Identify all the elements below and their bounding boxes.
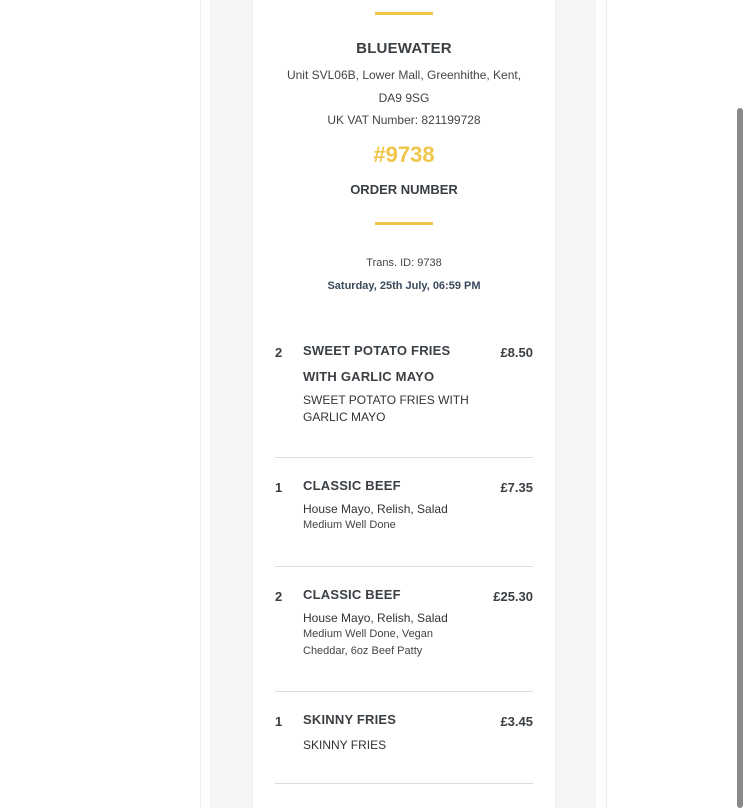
item-price: £3.45 bbox=[500, 714, 533, 729]
item-name: SWEET POTATO FRIES WITH GARLIC MAYO bbox=[303, 343, 451, 384]
item-quantity: 2 bbox=[275, 589, 283, 604]
transaction-id: Trans. ID: 9738 bbox=[366, 257, 442, 269]
store-address: Unit SVL06B, Lower Mall, Greenhithe, Kent, DA9 9SG bbox=[286, 68, 522, 105]
item-description: SKINNY FRIES bbox=[303, 738, 387, 752]
item-quantity: 2 bbox=[275, 345, 283, 360]
receipt-card bbox=[252, 0, 556, 808]
item-price: £8.50 bbox=[500, 345, 533, 360]
item-price: £25.30 bbox=[493, 589, 533, 604]
item-description: House Mayo, Relish, Salad bbox=[303, 611, 448, 625]
accent-divider-bottom bbox=[375, 222, 433, 225]
order-number-label: ORDER NUMBER bbox=[350, 182, 458, 197]
accent-divider-top bbox=[375, 12, 433, 15]
scrollbar[interactable] bbox=[737, 108, 743, 808]
item-divider bbox=[275, 691, 533, 692]
order-number: #9738 bbox=[373, 142, 435, 167]
item-divider bbox=[275, 783, 533, 784]
vat-number: UK VAT Number: 821199728 bbox=[327, 113, 481, 127]
store-name: BLUEWATER bbox=[356, 40, 452, 57]
item-modifiers: Medium Well Done bbox=[303, 519, 396, 531]
item-name: SKINNY FRIES bbox=[303, 712, 397, 727]
item-price: £7.35 bbox=[500, 480, 533, 495]
item-modifiers: Medium Well Done, Vegan Cheddar, 6oz Beef Patty bbox=[303, 628, 434, 657]
item-name: CLASSIC BEEF bbox=[303, 478, 401, 493]
item-name: CLASSIC BEEF bbox=[303, 587, 401, 602]
order-datetime: Saturday, 25th July, 06:59 PM bbox=[327, 280, 481, 292]
item-description: SWEET POTATO FRIES WITH GARLIC MAYO bbox=[303, 393, 469, 424]
item-quantity: 1 bbox=[275, 480, 283, 495]
item-divider bbox=[275, 566, 533, 567]
item-divider bbox=[275, 457, 533, 458]
item-quantity: 1 bbox=[275, 714, 283, 729]
item-description: House Mayo, Relish, Salad bbox=[303, 502, 448, 516]
